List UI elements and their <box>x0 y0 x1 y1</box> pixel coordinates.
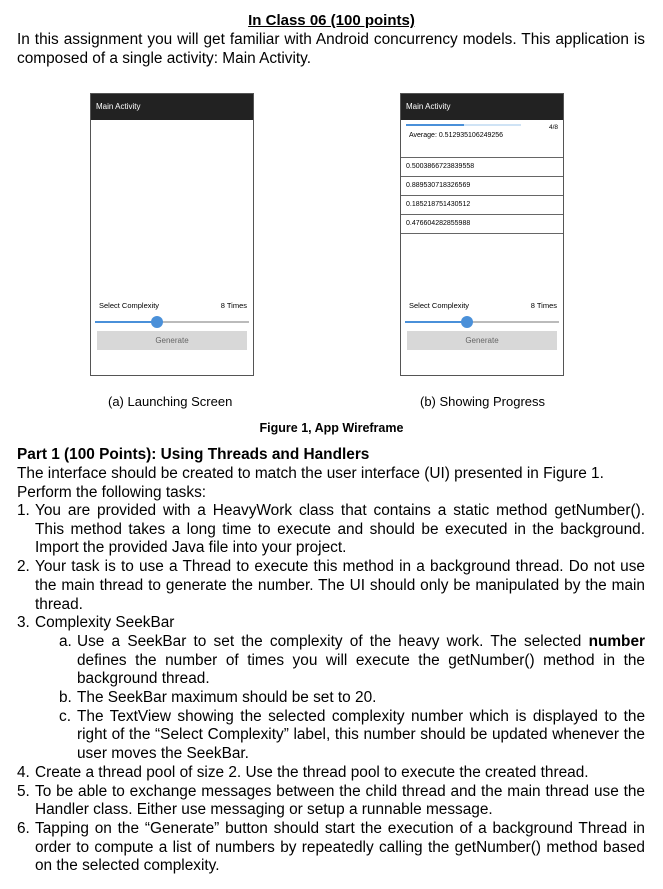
list-item: 0.476604282855988 <box>401 215 563 234</box>
list-item: 0.5003866723839558 <box>401 158 563 177</box>
task-item: 2. Your task is to use a Thread to execute this method in a background thread. Do not use the main thread to generate the number. The UI should only be manipulated by the main thread. <box>17 558 645 613</box>
select-complexity-label: Select Complexity <box>99 301 160 310</box>
part1-paragraph: The interface should be created to match the user interface (UI) presented in Figure 1. Perform the following tasks: <box>17 465 604 501</box>
average-label: Average: 0.512935106249256 <box>409 132 504 139</box>
complexity-value-label: 8 Times <box>530 301 557 310</box>
task-item: 1. You are provided with a HeavyWork class that contains a static method getNumber(). This method takes a long time to execute and should be executed in the background. Import the provided Java file into your project. <box>17 502 645 557</box>
subtask-item: c. The TextView showing the selected complexity number which is displayed to the right of the “Select Complexity” label, this number should be updated whenever the user moves the SeekBar. <box>59 707 645 763</box>
complexity-seekbar[interactable] <box>405 321 559 323</box>
subtask-item: a. Use a SeekBar to set the complexity of the heavy work. The selected number defines the number of times you will execute the getNumber() method in the background thread. <box>59 632 645 688</box>
part1-heading: Part 1 (100 Points): Using Threads and Handlers <box>17 446 370 463</box>
page-title: In Class 06 (100 points) <box>248 12 415 29</box>
select-complexity-label: Select Complexity <box>409 301 470 310</box>
complexity-value-label: 8 Times <box>220 301 247 310</box>
task-item: 3. Complexity SeekBar a. Use a SeekBar to set the complexity of the heavy work. The selected number defines the number of times you will execute the getNumber() method in the background thread. b. The SeekBar maximum should be set to 20. c. The TextView showing the selected complexity number which is displayed to the right of the “Select Complexity” label, this number should be updated whenever the user moves the SeekBar. <box>17 614 645 763</box>
caption-launching-screen: (a) Launching Screen <box>108 394 233 409</box>
progress-count: 4/8 <box>548 124 558 131</box>
generate-button[interactable]: Generate <box>407 331 557 350</box>
figure-title: Figure 1, App Wireframe <box>259 421 404 435</box>
app-bar-title: Main Activity <box>401 94 563 120</box>
app-bar-title: Main Activity <box>91 94 253 120</box>
seekbar-thumb[interactable] <box>461 316 473 328</box>
intro-paragraph: In this assignment you will get familiar with Android concurrency models. This application is composed of a single activity: Main Activity. <box>17 31 645 67</box>
caption-showing-progress: (b) Showing Progress <box>420 394 545 409</box>
complexity-seekbar[interactable] <box>95 321 249 323</box>
subtask-list <box>59 633 645 764</box>
progress-bar-fill <box>406 124 464 126</box>
task-list <box>17 502 645 876</box>
generate-button[interactable]: Generate <box>97 331 247 350</box>
launching-screen-mockup <box>90 93 254 376</box>
results-list <box>401 157 563 234</box>
progress-bar <box>406 124 521 126</box>
task-item: 4. Create a thread pool of size 2. Use the thread pool to execute the created thread. <box>17 763 589 781</box>
list-item: 0.889530718326569 <box>401 177 563 196</box>
seekbar-fill <box>405 321 467 323</box>
showing-progress-screen-mockup <box>400 93 564 376</box>
list-item: 0.185218751430512 <box>401 196 563 215</box>
subtask-item: b. The SeekBar maximum should be set to 20. <box>59 689 377 707</box>
task-item: 5. To be able to exchange messages between the child thread and the main thread use the Handler class. Either use messaging or setup a runnable message. <box>17 782 645 819</box>
seekbar-fill <box>95 321 157 323</box>
task-item: 6. Tapping on the “Generate” button should start the execution of a background Thread in order to compute a list of numbers by repeatedly calling the getNumber() method based on the selected complexity. <box>17 819 645 875</box>
seekbar-thumb[interactable] <box>151 316 163 328</box>
